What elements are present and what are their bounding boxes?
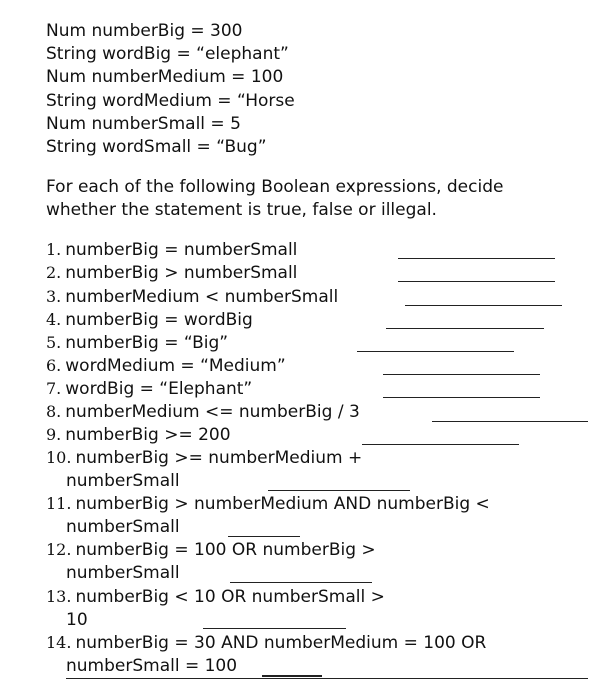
answer-blank[interactable] bbox=[230, 582, 372, 583]
question-continuation bbox=[66, 470, 180, 492]
question-continuation bbox=[66, 516, 180, 538]
question-line bbox=[46, 424, 231, 446]
answer-blank[interactable] bbox=[383, 397, 540, 398]
question-number: 3. bbox=[46, 287, 62, 306]
answer-blank[interactable] bbox=[398, 258, 555, 259]
question-number: 14. bbox=[46, 633, 72, 652]
question-expression: numberMedium <= numberBig / 3 bbox=[65, 402, 360, 422]
answer-blank[interactable] bbox=[405, 305, 562, 306]
question-expression: wordBig = “Elephant” bbox=[65, 379, 253, 399]
question-number: 11. bbox=[46, 494, 72, 513]
declaration-line: Num numberMedium = 100 bbox=[46, 67, 284, 88]
question-line bbox=[46, 447, 362, 469]
question-expression: numberSmall = 100 bbox=[66, 656, 238, 676]
question-expression: numberBig < 10 OR numberSmall > bbox=[75, 587, 385, 607]
declaration-line: String wordSmall = “Bug” bbox=[46, 137, 267, 157]
answer-blank[interactable] bbox=[228, 536, 300, 537]
question-expression: numberMedium < numberSmall bbox=[65, 287, 339, 307]
question-line bbox=[46, 355, 286, 377]
question-expression: 10 bbox=[66, 610, 88, 630]
question-expression: numberBig = 100 OR numberBig > bbox=[75, 540, 376, 560]
question-expression: numberBig > numberMedium AND numberBig < bbox=[75, 494, 490, 514]
answer-blank[interactable] bbox=[203, 628, 346, 629]
question-line bbox=[46, 286, 338, 308]
question-number: 4. bbox=[46, 310, 62, 329]
answer-blank[interactable] bbox=[398, 281, 555, 282]
answer-blank[interactable] bbox=[432, 421, 588, 422]
answer-blank[interactable] bbox=[357, 351, 514, 352]
question-line bbox=[46, 332, 228, 354]
question-line bbox=[46, 401, 360, 423]
answer-blank[interactable] bbox=[268, 490, 410, 491]
question-expression: numberSmall bbox=[66, 563, 180, 583]
question-number: 8. bbox=[46, 402, 62, 421]
question-expression: numberBig = “Big” bbox=[65, 333, 229, 353]
instructions-text: For each of the following Boolean expressions, decide bbox=[46, 177, 504, 197]
question-number: 9. bbox=[46, 425, 62, 444]
question-expression: numberBig > numberSmall bbox=[65, 263, 298, 283]
question-line bbox=[46, 493, 490, 515]
instructions-text: whether the statement is true, false or illegal. bbox=[46, 200, 437, 220]
question-expression: wordMedium = “Medium” bbox=[65, 356, 286, 376]
question-line bbox=[46, 262, 297, 284]
question-expression: numberSmall bbox=[66, 517, 180, 537]
question-continuation bbox=[66, 562, 180, 584]
question-line bbox=[46, 378, 252, 400]
question-number: 12. bbox=[46, 540, 72, 559]
question-line bbox=[46, 309, 253, 331]
question-number: 7. bbox=[46, 379, 62, 398]
question-number: 5. bbox=[46, 333, 62, 352]
question-line bbox=[46, 539, 376, 561]
question-number: 2. bbox=[46, 263, 62, 282]
question-expression: numberSmall bbox=[66, 471, 180, 491]
question-expression: numberBig = numberSmall bbox=[65, 240, 298, 260]
declaration-line: Num numberBig = 300 bbox=[46, 21, 243, 41]
question-number: 13. bbox=[46, 587, 72, 606]
question-line bbox=[46, 632, 486, 654]
declaration-line: String wordMedium = “Horse bbox=[46, 90, 295, 111]
answer-blank[interactable] bbox=[262, 675, 322, 677]
question-line bbox=[46, 586, 385, 608]
answer-blank[interactable] bbox=[386, 328, 544, 329]
question-number: 10. bbox=[46, 448, 72, 467]
question-continuation bbox=[66, 609, 88, 631]
question-continuation bbox=[66, 655, 237, 677]
answer-blank[interactable] bbox=[383, 374, 540, 375]
question-expression: numberBig >= 200 bbox=[65, 425, 231, 445]
question-line bbox=[46, 239, 297, 261]
declaration-line: Num numberSmall = 5 bbox=[46, 113, 241, 134]
answer-blank[interactable] bbox=[362, 444, 519, 445]
question-expression: numberBig = wordBig bbox=[65, 310, 253, 330]
question-expression: numberBig = 30 AND numberMedium = 100 OR bbox=[75, 633, 487, 653]
underline bbox=[66, 678, 588, 679]
declaration-line: String wordBig = “elephant” bbox=[46, 44, 289, 65]
question-number: 1. bbox=[46, 240, 62, 259]
question-expression: numberBig >= numberMedium + bbox=[75, 448, 363, 468]
question-number: 6. bbox=[46, 356, 62, 375]
